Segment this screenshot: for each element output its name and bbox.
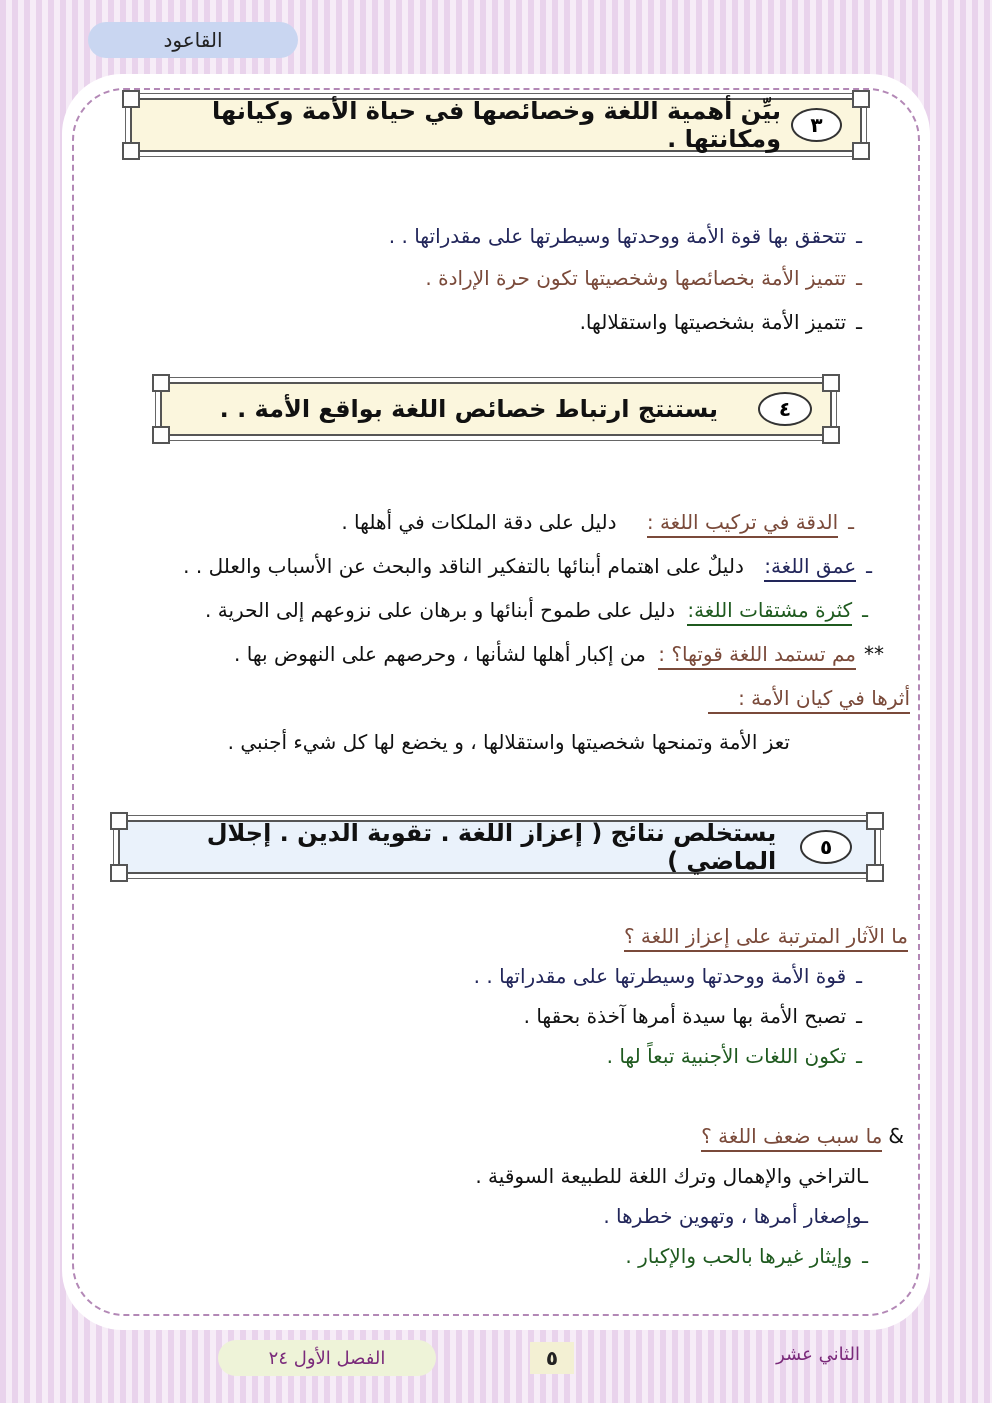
- q4-row-2-label: عمق اللغة:: [764, 554, 856, 582]
- q4-row-3: ـكثرة مشتقات اللغة: دليل على طموح أبنائها و برهان على نزوعهم إلى الحرية .: [205, 598, 868, 622]
- q5-sub1-item-2: ـتصبح الأمة بها سيدة أمرها آخذة بحقها .: [523, 1004, 862, 1028]
- question-5-text: يستخلص نتائج ( إعزاز اللغة . تقوية الدين . إجلال الماضي ): [206, 819, 777, 875]
- question-3-number: ٣: [791, 108, 842, 142]
- page-number: ٥: [530, 1342, 574, 1374]
- footer-semester: الفصل الأول ٢٤: [218, 1340, 436, 1376]
- q4-row-3-text: دليل على طموح أبنائها و برهان على نزوعهم إلى الحرية .: [205, 598, 675, 622]
- q4-row-2-text: دليلٌ على اهتمام أبنائها بالتفكير الناقد والبحث عن الأسباب والعلل . .: [183, 554, 744, 578]
- q5-sub2-item-3: ـوإيثار غيرها بالحب والإكبار .: [625, 1244, 868, 1268]
- q3-item-3: ـتتميز الأمة بشخصيتها واستقلالها.: [579, 310, 862, 334]
- q5-sub1-item-1: ـقوة الأمة ووحدتها وسيطرتها على مقدراتها . .: [473, 964, 862, 988]
- q4-row-4-label: مم تستمد اللغة قوتها؟ :: [658, 642, 856, 670]
- q4-row-2: ـعمق اللغة: دليلٌ على اهتمام أبنائها بالتفكير الناقد والبحث عن الأسباب والعلل . .: [183, 554, 872, 578]
- q5-sub2-item-1: ـالتراخي والإهمال وترك اللغة للطبيعة السوقية .: [475, 1164, 868, 1188]
- q4-row-1-text: دليل على دقة الملكات في أهلها .: [341, 510, 617, 534]
- q4-row-4: **مم تستمد اللغة قوتها؟ : من إكبار أهلها لشأنها ، وحرصهم على النهوض بها .: [234, 642, 884, 666]
- q5-sub1-question: ما الآثار المترتبة على إعزاز اللغة ؟: [624, 924, 908, 948]
- header-title: القاعود: [88, 22, 298, 58]
- question-5-box: [118, 820, 876, 874]
- q4-row-4-text: من إكبار أهلها لشأنها ، وحرصهم على النهوض بها .: [234, 642, 646, 666]
- q5-sub2-item-2: ـوإصغار أمرها ، وتهوين خطرها .: [603, 1204, 868, 1228]
- q4-row-1: ـالدقة في تركيب اللغة : دليل على دقة الملكات في أهلها .: [341, 510, 854, 534]
- question-3-text: بيِّن أهمية اللغة وخصائصها في حياة الأمة وكيانها ومكانتها .: [212, 97, 782, 153]
- q3-item-2: ـتتميز الأمة بخصائصها وشخصيتها تكون حرة الإرادة .: [425, 266, 862, 290]
- question-3-box: [130, 98, 862, 152]
- q4-effect-label: أثرها في كيان الأمة :: [708, 686, 910, 710]
- question-4-text: يستنتج ارتباط خصائص اللغة بواقع الأمة . .: [219, 395, 718, 423]
- q3-item-1: ـتتحقق بها قوة الأمة ووحدتها وسيطرتها على مقدراتها . .: [388, 224, 862, 248]
- question-4-box: [160, 382, 832, 436]
- q4-row-3-label: كثرة مشتقات اللغة:: [687, 598, 852, 626]
- q5-sub1-item-3: ـتكون اللغات الأجنبية تبعاً لها .: [606, 1044, 862, 1068]
- q5-sub2-question: &ما سبب ضعف اللغة ؟: [701, 1124, 904, 1148]
- question-5-number: ٥: [800, 830, 852, 864]
- q4-row-1-label: الدقة في تركيب اللغة :: [647, 510, 838, 538]
- footer-grade: الثاني عشر: [776, 1344, 860, 1365]
- question-4-number: ٤: [758, 392, 812, 426]
- q4-effect-text: تعز الأمة وتمنحها شخصيتها واستقلالها ، و يخضع لها كل شيء أجنبي .: [227, 730, 790, 754]
